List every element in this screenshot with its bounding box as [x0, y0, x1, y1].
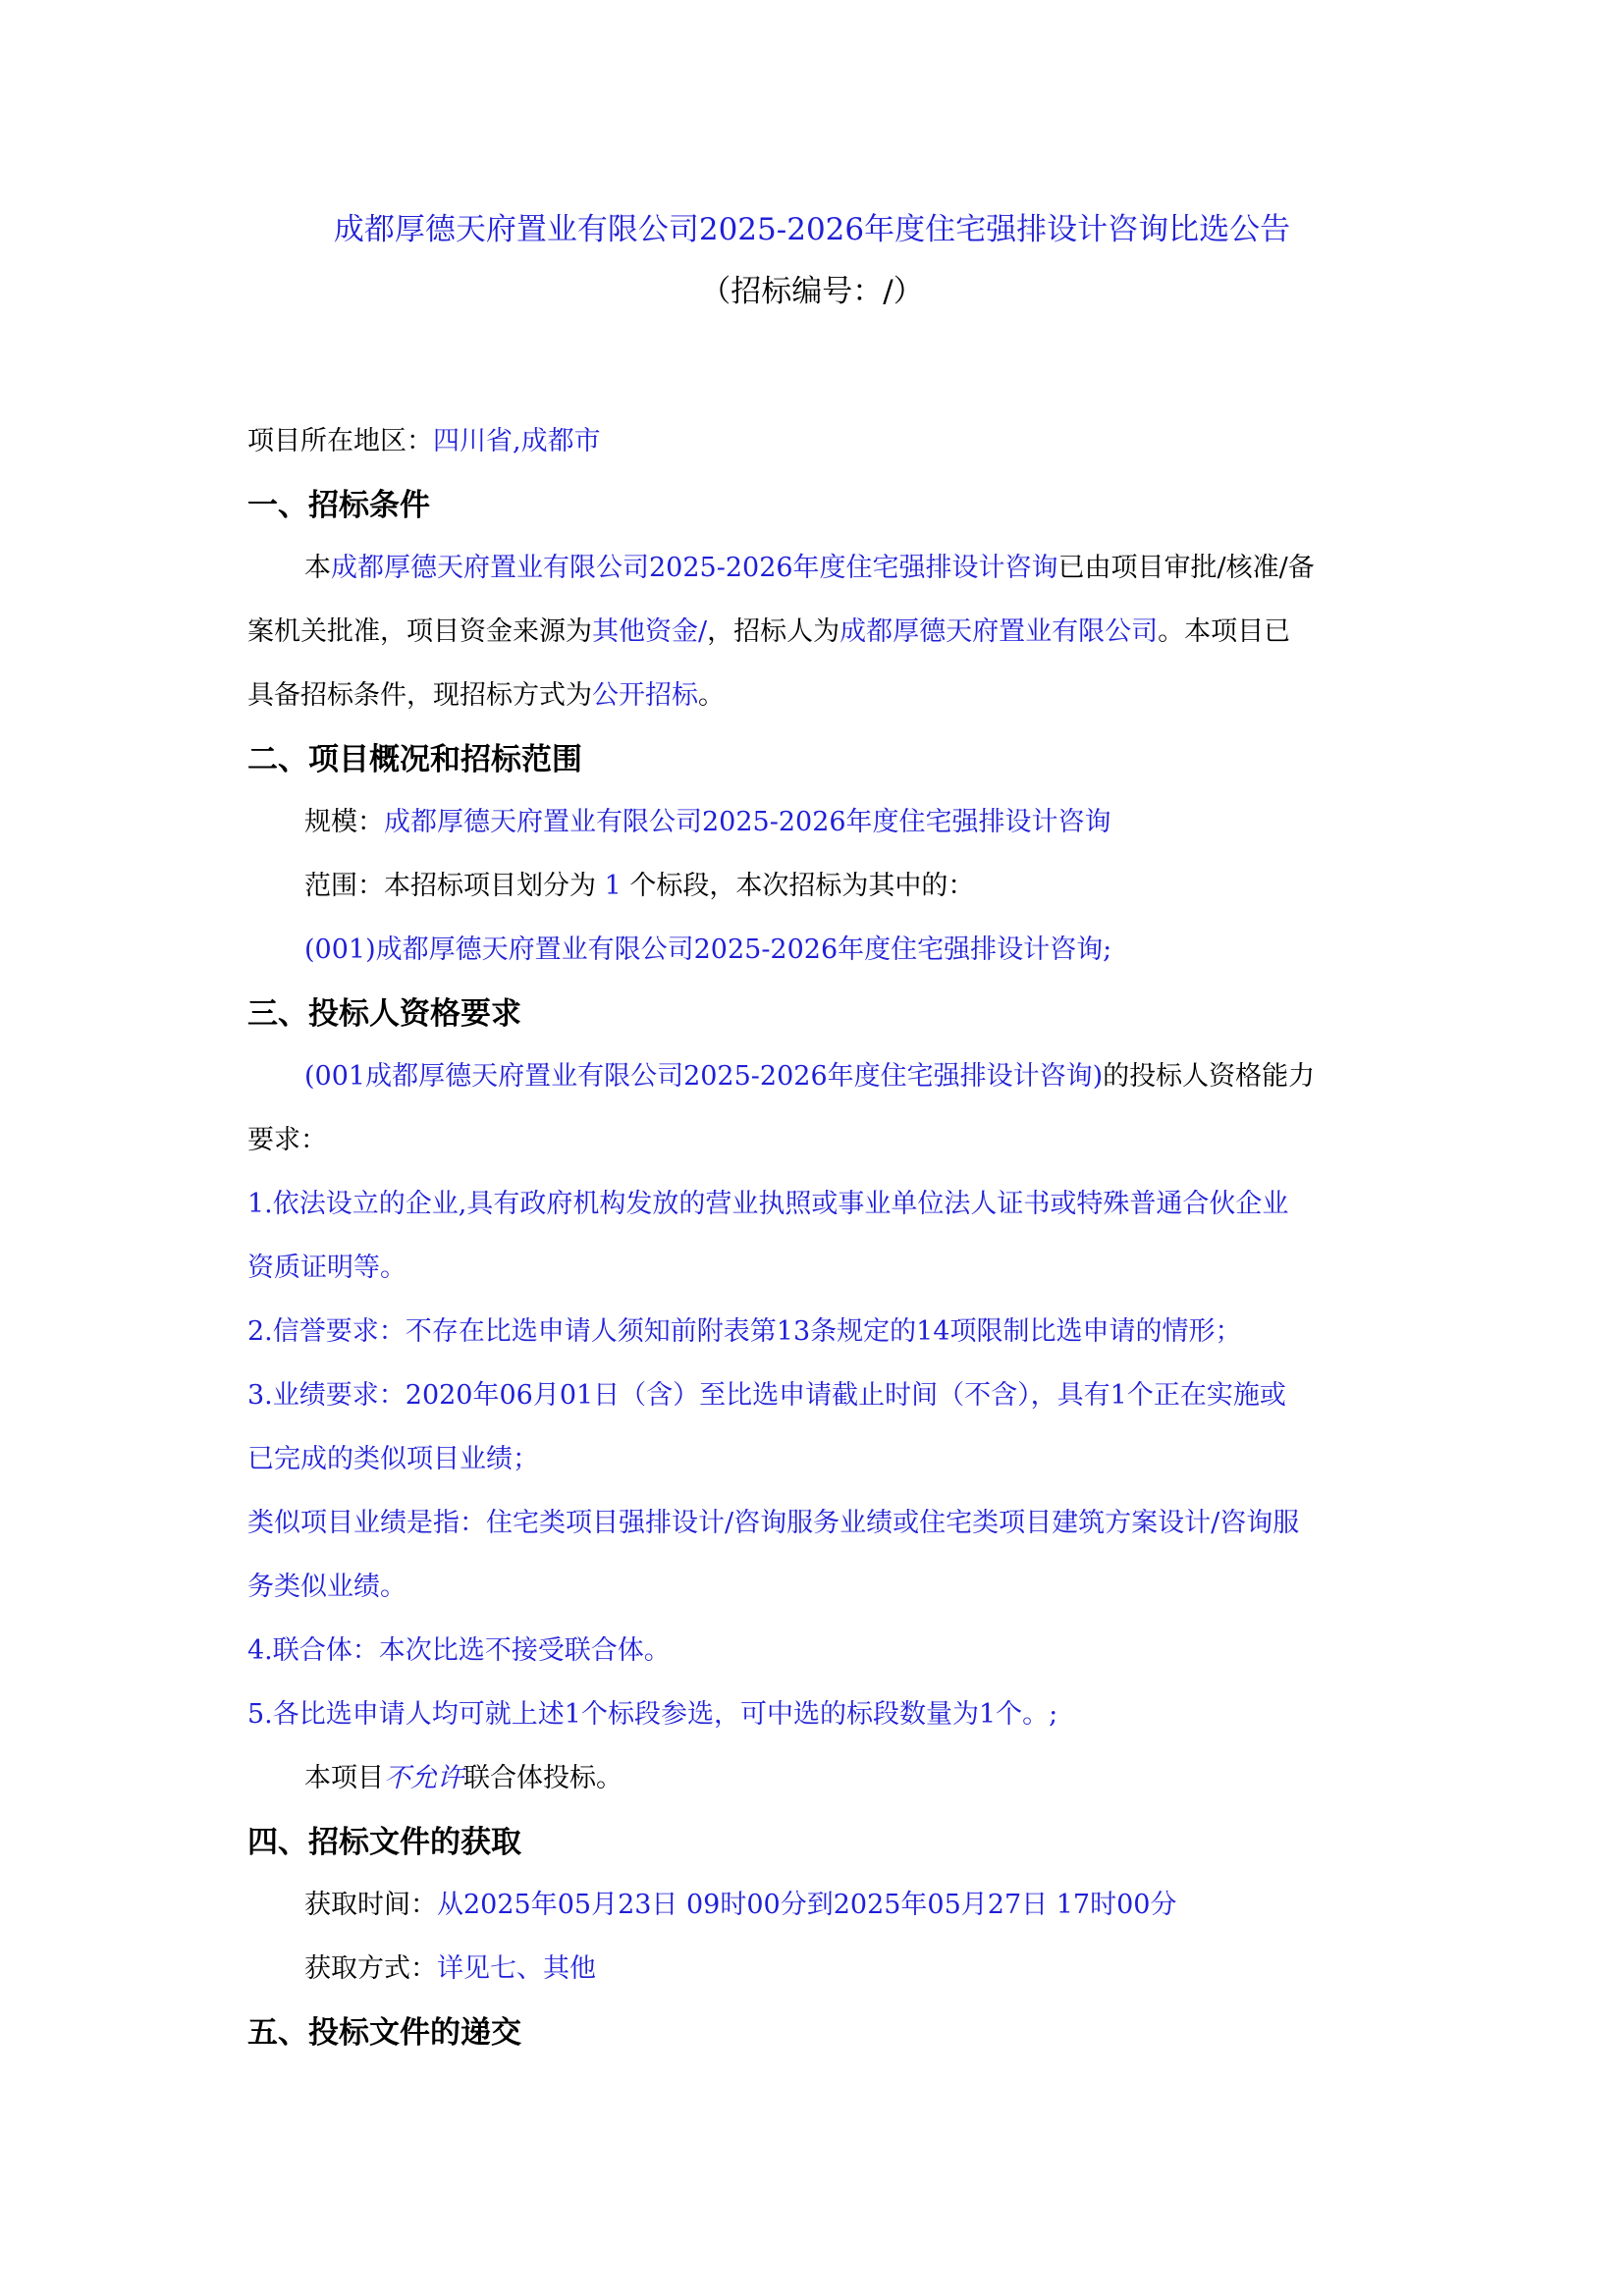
section3-heading: 三、投标人资格要求	[247, 996, 521, 1032]
project-name: 成都厚德天府置业有限公司2025-2026年度住宅强排设计咨询	[331, 553, 1058, 583]
tenderer-name: 成都厚德天府置业有限公司	[839, 616, 1159, 647]
requirement-1a: 1.依法设立的企业,具有政府机构发放的营业执照或事业单位法人证书或特殊普通合伙企业	[247, 1189, 1289, 1219]
consortium-value: 不允许	[384, 1763, 463, 1793]
requirement-4: 4.联合体：本次比选不接受联合体。	[247, 1635, 671, 1666]
location-value: 四川省,成都市	[433, 426, 601, 456]
page-title: 成都厚德天府置业有限公司2025-2026年度住宅强排设计咨询比选公告	[333, 212, 1291, 247]
section4-heading: 四、招标文件的获取	[247, 1825, 521, 1860]
requirement-1b: 资质证明等。	[247, 1253, 406, 1283]
text: 具备招标条件，现招标方式为	[247, 680, 592, 711]
time-label: 获取时间：	[304, 1890, 437, 1920]
fund-source: 其他资金/	[592, 616, 708, 647]
section1-heading: 一、招标条件	[247, 488, 430, 523]
consortium-line	[247, 1759, 1386, 1798]
text: 的投标人资格能力	[1103, 1061, 1316, 1092]
requirement-2: 2.信誉要求：不存在比选申请人须知前附表第13条规定的14项限制比选申请的情形；	[247, 1316, 1242, 1347]
lot-count: 1	[604, 871, 622, 901]
text: 本项目	[304, 1763, 384, 1793]
requirement-3d: 务类似业绩。	[247, 1572, 406, 1602]
lot-item: (001)成都厚德天府置业有限公司2025-2026年度住宅强排设计咨询;	[304, 934, 1112, 965]
requirement-3b: 已完成的类似项目业绩；	[247, 1444, 539, 1474]
document-body	[247, 422, 1386, 2076]
tender-method: 公开招标	[592, 680, 698, 711]
acquire-time-line	[247, 1886, 1386, 1925]
requirement-5: 5.各比选申请人均可就上述1个标段参选，可中选的标段数量为1个。;	[247, 1699, 1058, 1730]
section5-heading: 五、投标文件的递交	[247, 2015, 521, 2051]
time-value: 从2025年05月23日 09时00分到2025年05月27日 17时00分	[437, 1890, 1177, 1920]
requirement-3c: 类似项目业绩是指：住宅类项目强排设计/咨询服务业绩或住宅类项目建筑方案设计/咨询服	[247, 1508, 1300, 1538]
text: 案机关批准，项目资金来源为	[247, 616, 592, 647]
text: 已由项目审批/核准/备	[1057, 553, 1315, 583]
text: 本	[304, 553, 331, 583]
text: 。本项目已	[1158, 616, 1291, 647]
text: 范围：本招标项目划分为	[304, 871, 596, 901]
lot-reference: (001成都厚德天府置业有限公司2025-2026年度住宅强排设计咨询)	[304, 1061, 1104, 1092]
section1-para-line1	[247, 549, 1386, 588]
location-line	[247, 422, 1386, 461]
method-label: 获取方式：	[304, 1953, 437, 1984]
scale-value: 成都厚德天府置业有限公司2025-2026年度住宅强排设计咨询	[384, 807, 1111, 837]
acquire-method-line	[247, 1949, 1386, 1989]
text: 个标段，本次招标为其中的：	[629, 871, 975, 901]
section2-heading: 二、项目概况和招标范围	[247, 742, 582, 777]
qualification-intro-line1	[247, 1057, 1386, 1096]
text: 联合体投标。	[463, 1763, 623, 1793]
tender-code: （招标编号：/）	[700, 274, 924, 309]
qualification-intro-line2: 要求：	[247, 1125, 327, 1155]
section1-para-line2	[247, 613, 1386, 652]
location-label: 项目所在地区：	[247, 426, 433, 456]
text: 。	[698, 680, 725, 711]
requirement-3a: 3.业绩要求：2020年06月01日（含）至比选申请截止时间（不含），具有1个正在实施或	[247, 1380, 1286, 1411]
section1-para-line3	[247, 676, 1386, 716]
method-value: 详见七、其他	[437, 1953, 596, 1984]
scale-line	[247, 803, 1386, 842]
scale-label: 规模：	[304, 807, 384, 837]
scope-line	[247, 867, 1386, 906]
text: ，招标人为	[707, 616, 840, 647]
